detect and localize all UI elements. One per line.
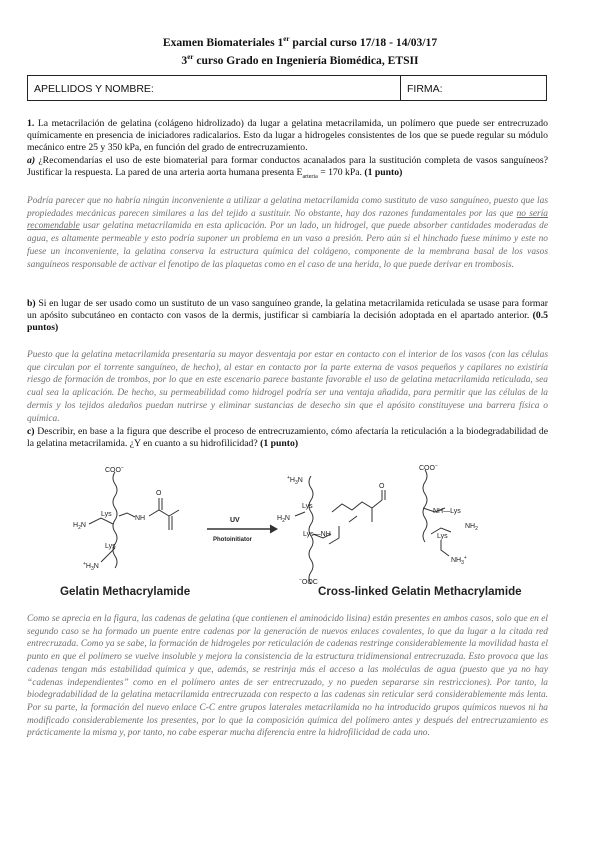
right-nh-lys-label: NH—Lys <box>433 508 461 515</box>
answer-b <box>27 349 548 425</box>
right-nh2-label: $NH_2$ <box>465 523 478 532</box>
question-intro: La metacrilación de gelatina (colágeno hidrolizado) da lugar a gelatina metacrilamida, un polímero que puede ser entrecruzado químicamente en presencia de iniciadores radicalarios. Esto da lugar a hidrogeles consistentes de los que se puede regular su módulo mecánico entre 25 y 350 kPa, en función del grado de entrecruzamiento. <box>27 118 548 154</box>
left-o-label: O <box>156 490 162 497</box>
right-nh3-label: $NH_3^+$ <box>451 555 467 566</box>
right-h2n-bond <box>295 512 305 516</box>
subtitle-number: 3 <box>181 53 188 67</box>
part-b-label: b) <box>27 298 36 309</box>
answer-a-underlined: no sería recomendable <box>27 208 548 232</box>
question-number: 1. <box>27 118 35 129</box>
title-date: parcial curso 17/18 - 14/03/17 <box>289 35 438 49</box>
left-methacrylamide <box>149 498 179 530</box>
right-lys-side: Lys <box>437 533 448 540</box>
left-h2n-label: $H_2N$ <box>73 522 86 531</box>
name-signature-box <box>27 75 547 101</box>
question-1b <box>27 298 548 335</box>
left-lower-bond <box>101 548 115 562</box>
part-a-label: a) <box>27 154 36 166</box>
left-figure-caption: Gelatin Methacrylamide <box>60 585 191 598</box>
left-coo-label: COO− <box>105 465 124 474</box>
reaction-arrow-head <box>270 525 277 533</box>
answer-a <box>27 195 548 271</box>
right-ooc-label: −OOC <box>299 577 318 586</box>
left-lys-bond <box>119 513 135 517</box>
part-c-label: c) <box>27 426 35 437</box>
signature-field[interactable] <box>401 76 546 100</box>
part-a-points: (1 punto) <box>364 166 403 178</box>
answer-b-text: Puesto que la gelatina metacrilamida presentaría su mayor desventaja por estar en contacto con el interior de los vasos (con las células que circulan por el torrente sanguíneo, de hecho), al estar en contacto por la parte externa de vasos pequeños y capilares no existiría riesgo de formación de trombos, por lo que en este escenario parece bastante favorable el uso de gelatina metacrilamida reticulada, sea cual sea la aplicación. De hecho, su permeabilidad como hidrogel podría ser una ventaja añadida, para permitir que las células de la dermis y los tejidos aledaños puedan nutrirse y eliminar sustancias de desecho sin que el apósito constituyese una barrera física o química. <box>27 350 548 424</box>
right-top-chain <box>423 470 427 542</box>
exam-header <box>0 32 600 68</box>
crosslinking-figure <box>27 464 548 604</box>
subtitle-sup: er <box>187 52 194 61</box>
right-h3n-label: $^+H_3N$ <box>287 475 303 486</box>
part-c-text: Describir, en base a la figura que describe el proceso de entrecruzamiento, cómo afectaría la reticulación a la biodegradabilidad de la gelatina metacrilamida. ¿Y en cuanto a su hidrofilicidad? <box>27 426 548 450</box>
right-coo-label: COO− <box>419 464 438 472</box>
right-lys-nh: Lys—NH <box>303 531 331 538</box>
answer-c <box>27 613 548 740</box>
answer-a-text-2: usar gelatina metacrilamida en esta aplicación. Por un lado, un hidrogel, que puede absorber cantidades moderadas de agua, es altamente permeable y esto podría suponer un problema en un vaso a presión. Pero aún si el hinchado fuese mínimo y este no fuese un inconveniente, la gelatina conserva la estructura química del colágeno, componente de la membrana basal de los vasos sanguíneos responsable de activar el fenotipo de las plaquetas como en el caso de una herida, lo que puede derivar en trombosis. <box>27 221 548 270</box>
right-lys-top: Lys <box>302 503 313 510</box>
left-lys-top: Lys <box>101 511 112 518</box>
right-h2n-label: $H_2N$ <box>277 515 290 524</box>
part-a-tail: = 170 kPa. <box>317 166 365 178</box>
exam-title <box>0 32 600 50</box>
left-backbone-chain <box>113 472 117 568</box>
part-b-points: (0.5 puntos) <box>27 310 548 334</box>
crosslink-bridge <box>329 490 385 544</box>
exam-subtitle <box>0 50 600 68</box>
arrow-uv-label: UV <box>230 517 240 524</box>
question-1c <box>27 426 548 450</box>
signature-label: FIRMA: <box>407 83 443 95</box>
part-a-subscript: arteria <box>302 173 318 180</box>
answer-a-text-1: Podría parecer que no habría ningún inconveniente a utilizar a gelatina metacrilamida como sustituto de vaso sanguíneo, puesto que las propiedades mecánicas parecen similares a las del tejido a sustituir. No obstante, hay dos razones fundamentales por las que <box>27 196 548 219</box>
right-figure-caption: Cross-linked Gelatin Methacrylamide <box>318 585 522 598</box>
left-h3n-label: $^+H_3N$ <box>83 561 99 572</box>
name-field[interactable] <box>28 76 401 100</box>
title-sup: er <box>283 35 290 43</box>
left-nh-label: NH <box>135 515 146 522</box>
subtitle-text: curso Grado en Ingeniería Biomédica, ETSII <box>193 53 419 67</box>
left-lys-bottom: Lys <box>105 543 116 550</box>
part-a-text: ¿Recomendarías el uso de este biomaterial para formar conductos acanalados para la sustitución completa de vasos sanguíneos? Justificar la respuesta. La pared de una arteria aorta humana presenta E <box>27 154 548 178</box>
left-h2n-bond <box>89 518 113 524</box>
title-text: Examen Biomateriales 1 <box>162 35 284 49</box>
reaction-scheme <box>27 464 548 604</box>
part-b-text: Si en lugar de ser usado como un sustituto de un vaso sanguíneo grande, la gelatina metacrilamida reticulada se usase para formar un apósito subcutáneo en contacto con vasos de la dermis, justificar si cambiaría la decisión adoptada en el apartado anterior. <box>27 298 548 322</box>
right-o-label: O <box>379 483 385 490</box>
arrow-photoinitiator-label: Photoinitiator <box>213 537 252 543</box>
name-label: APELLIDOS Y NOMBRE: <box>34 83 154 95</box>
right-bottom-chain <box>309 476 313 584</box>
part-c-points: (1 punto) <box>260 438 299 450</box>
question-1 <box>27 118 548 183</box>
answer-c-text: Como se aprecia en la figura, las cadenas de gelatina (que contienen el aminoácido lisina) están presentes en ambos casos, solo que en el segundo caso se ha formado un puente entre cadenas por la generación de nuevos enlaces covalentes, lo que da lugar a la citada red entrecruzada. Como ya se sabe, la formación de hidrogeles por reticulación de cadenas restringe considerablemente la movilidad hasta el punto en que el polímero se vuelve insoluble y mejora la consistencia de la estructura tridimensional entrecruzada. Esto provoca que las cadenas tengan más estabilidad química y que, además, se restrinja más el acceso a las moléculas de agua (puesto que ya no hay “cadenas independientes” como en el polímero antes de ser entrecruzado, y no pueden separarse sin restricciones). Por tanto, la biodegradabilidad de la gelatina metacrilamida entrecruzada con respecto a las cadenas sin reticular será considerablemente más lenta. Por su parte, la formación del nuevo enlace C-C entre grupos laterales metacrilamida no ha introducido grupos químicos nuevos ni ha modificado considerablemente los presentes, por lo que la composición química del polímero antes y después del entrecruzamiento es prácticamente la misma y, por tanto, no cabe esperar mucha diferencia entre la hidrofilicidad de cada uno. <box>27 614 548 739</box>
